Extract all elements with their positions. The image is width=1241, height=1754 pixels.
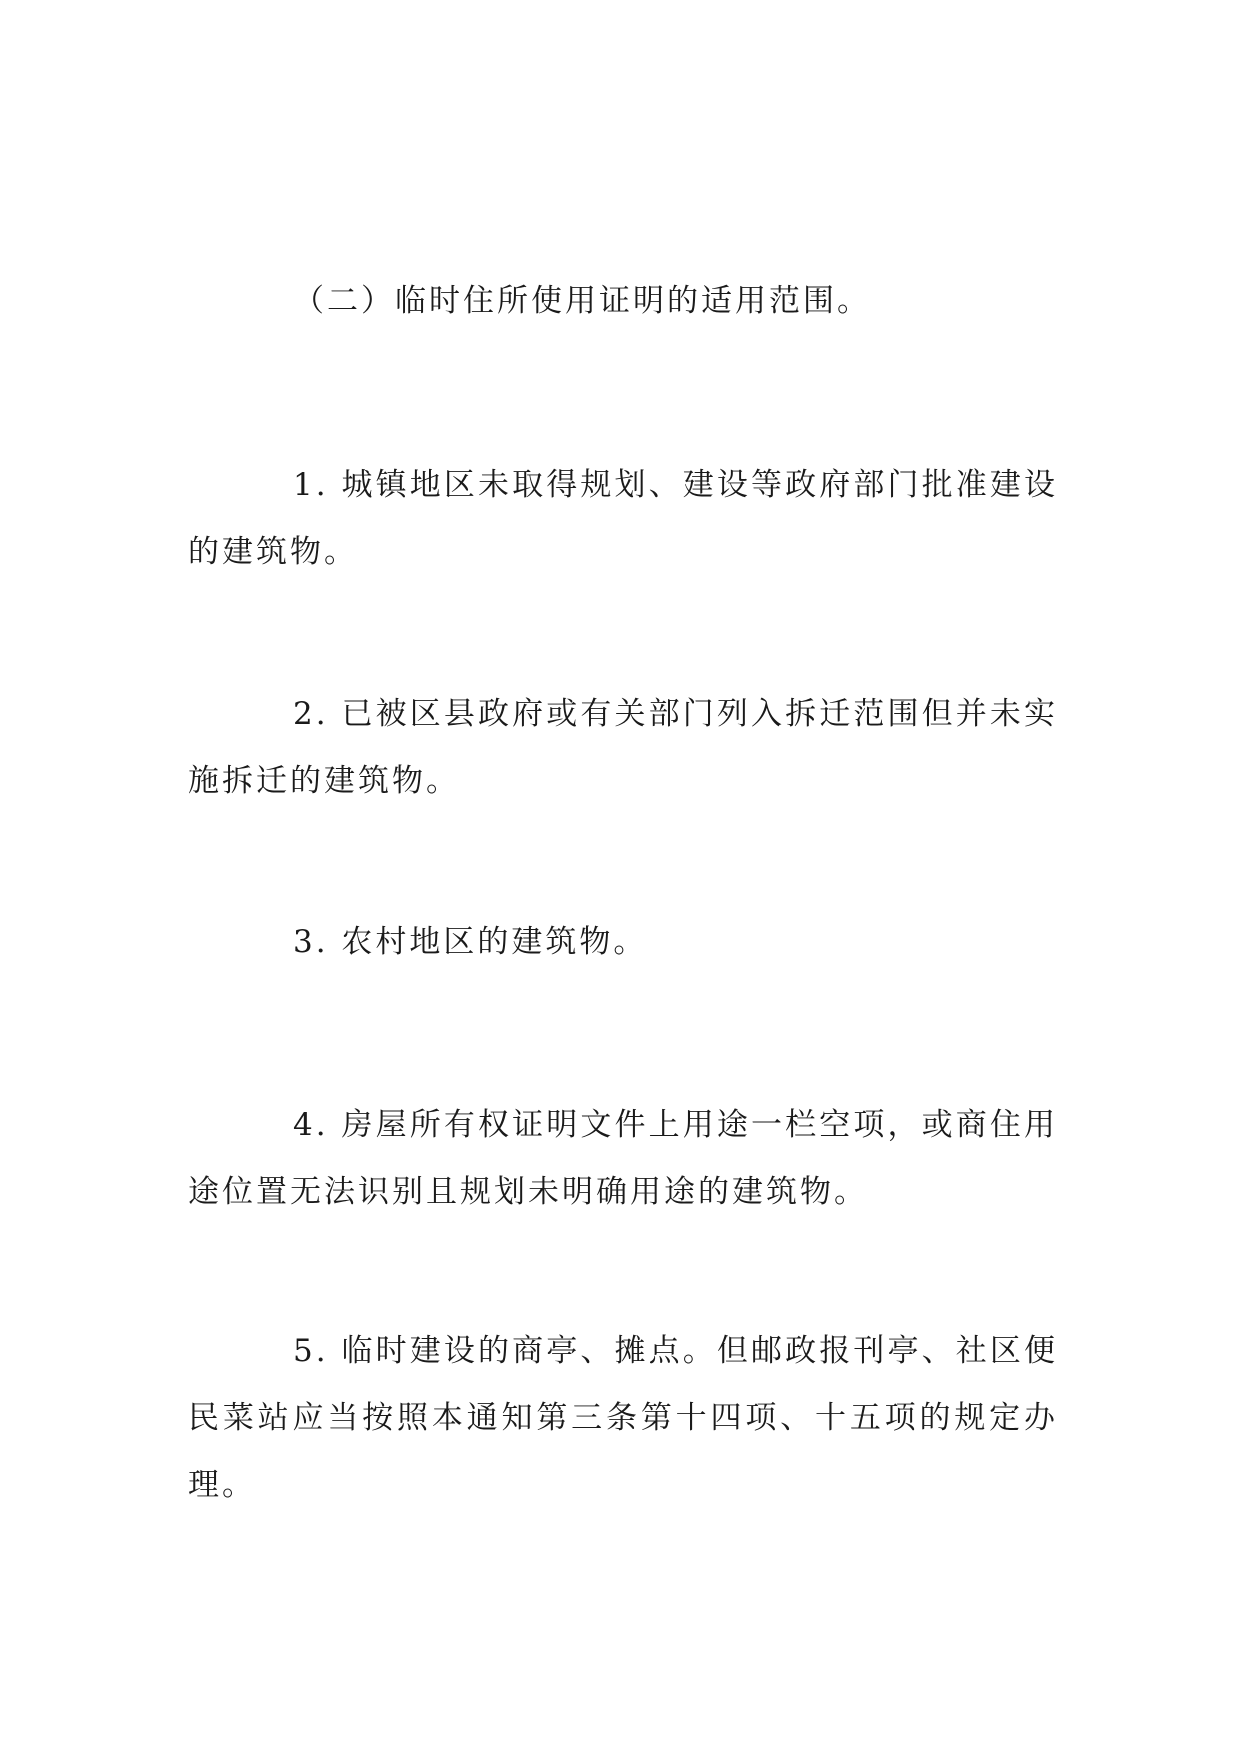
list-item: 2. 已被区县政府或有关部门列入拆迁范围但并未实施拆迁的建筑物。 — [188, 696, 1058, 799]
list-item: 1. 城镇地区未取得规划、建设等政府部门批准建设的建筑物。 — [188, 467, 1058, 570]
list-item: 5. 临时建设的商亭、摊点。但邮政报刊亭、社区便民菜站应当按照本通知第三条第十四项、十五项的规定办理。 — [188, 1333, 1058, 1503]
list-item: 4. 房屋所有权证明文件上用途一栏空项，或商住用途位置无法识别且规划未明确用途的建筑物。 — [188, 1107, 1058, 1210]
section-heading: （二）临时住所使用证明的适用范围。 — [293, 283, 871, 319]
list-item: 3. 农村地区的建筑物。 — [293, 924, 648, 960]
